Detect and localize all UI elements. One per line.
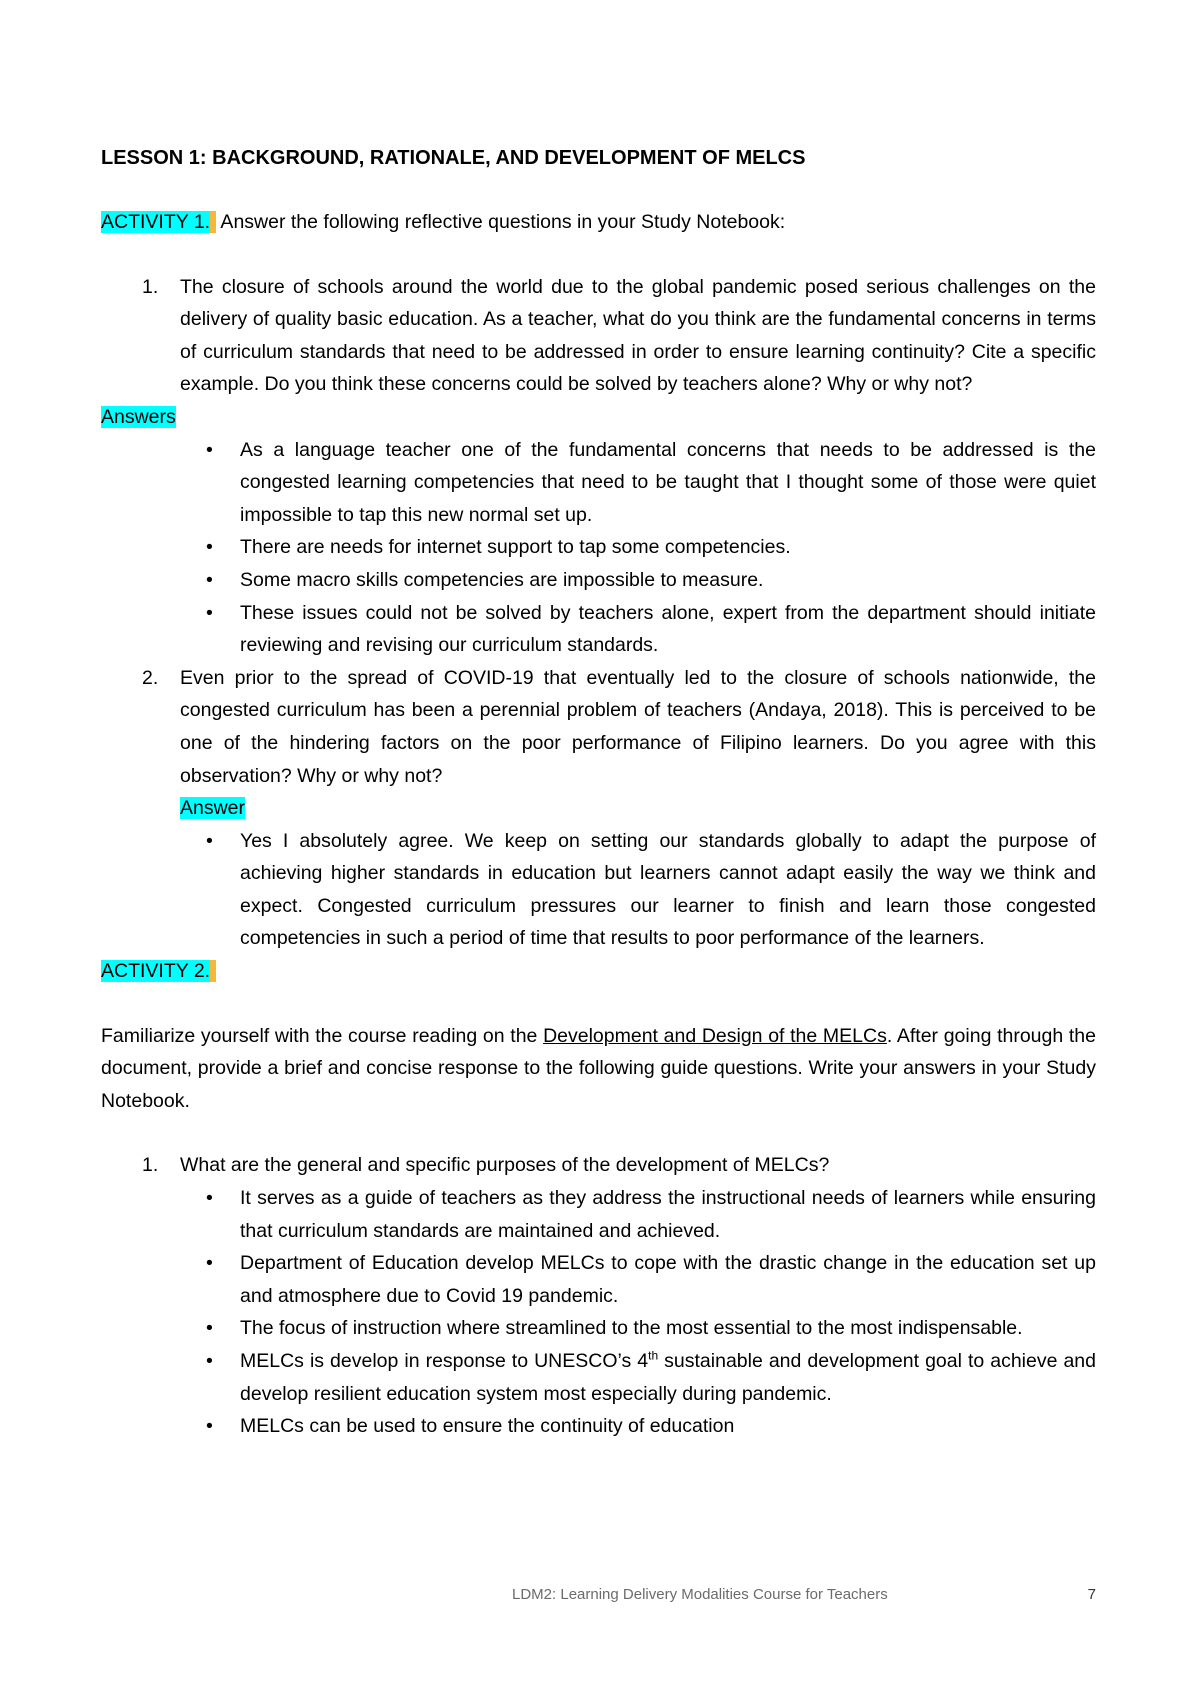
list-number: 2. bbox=[142, 666, 159, 689]
answer-item: • MELCs can be used to ensure the continuity of education bbox=[101, 1410, 1096, 1443]
answer-item: • MELCs is develop in response to UNESCO’s 4th sustainable and development goal to achieve and develop resilient education system most especially during pandemic. bbox=[101, 1345, 1096, 1410]
activity1-q2-answers bbox=[101, 825, 1096, 955]
answer-item: • As a language teacher one of the fundamental concerns that needs to be addressed is the congested learning competencies that need to be taught that I thought some of those were quiet impossible to tap this new normal set up. bbox=[101, 434, 1096, 532]
answers-label-row bbox=[101, 401, 1096, 434]
answer-item: • Yes I absolutely agree. We keep on setting our standards globally to adapt the purpose of achieving higher standards in education but learners cannot adapt easily the way we think and expect. Congested curriculum pressures our learner to finish and learn those congested competencies in such a period of time that results to poor performance of the learners. bbox=[101, 825, 1096, 955]
activity2-intro: Familiarize yourself with the course reading on the Development and Design of the MELCs. After going through the document, provide a brief and concise response to the following guide questions. Write your answers in your Study Notebook. bbox=[101, 1024, 1096, 1112]
bullet-icon: • bbox=[206, 1187, 213, 1210]
answer-item: • These issues could not be solved by teachers alone, expert from the department should initiate reviewing and revising our curriculum standards. bbox=[101, 597, 1096, 662]
activity1-question-1 bbox=[101, 271, 1096, 401]
activity1-label: ACTIVITY 1. bbox=[101, 211, 216, 233]
bullet-icon: • bbox=[206, 438, 213, 461]
course-reading-link[interactable]: Development and Design of the MELCs bbox=[543, 1024, 887, 1047]
answer-item: • Some macro skills competencies are impossible to measure. bbox=[101, 564, 1096, 597]
bullet-icon: • bbox=[206, 1317, 213, 1340]
page-number: 7 bbox=[1087, 1586, 1096, 1603]
bullet-icon: • bbox=[206, 1415, 213, 1438]
activity1-q1-answers bbox=[101, 434, 1096, 662]
list-number: 1. bbox=[142, 275, 159, 298]
bullet-icon: • bbox=[206, 568, 213, 591]
bullet-icon: • bbox=[206, 601, 213, 624]
answer-label-row bbox=[180, 792, 1096, 825]
bullet-icon: • bbox=[206, 536, 213, 559]
activity2-label: ACTIVITY 2. bbox=[101, 960, 216, 982]
activity1-questions bbox=[101, 271, 1096, 401]
question-text: What are the general and specific purposes of the development of MELCs? bbox=[180, 1154, 830, 1177]
question-text: Even prior to the spread of COVID-19 that eventually led to the closure of schools nationwide, the congested curriculum has been a perennial problem of teachers (Andaya, 2018). This is perceived to be one of the hindering factors on the poor performance of Filipino learners. Do you agree with this observation? Why or why not? bbox=[180, 666, 1096, 787]
activity2-q1-answers bbox=[101, 1182, 1096, 1443]
activity1-instruction: ACTIVITY 1. Answer the following reflective questions in your Study Notebook: bbox=[101, 211, 786, 233]
bullet-icon: • bbox=[206, 1252, 213, 1275]
lesson-title: LESSON 1: BACKGROUND, RATIONALE, AND DEVELOPMENT OF MELCS bbox=[101, 147, 806, 169]
bullet-icon: • bbox=[206, 1350, 213, 1372]
question-text: The closure of schools around the world due to the global pandemic posed serious challenges on the delivery of quality basic education. As a teacher, what do you think are the fundamental concerns in terms of curriculum standards that need to be addressed in order to ensure learning continuity? Cite a specific example. Do you think these concerns could be solved by teachers alone? Why or why not? bbox=[180, 275, 1096, 396]
list-number: 1. bbox=[142, 1154, 159, 1177]
activity2-question-1 bbox=[101, 1149, 1096, 1182]
answer-item: • The focus of instruction where streamlined to the most essential to the most indispensable. bbox=[101, 1312, 1096, 1345]
activity1-questions-2 bbox=[101, 662, 1096, 825]
activity2-label-row bbox=[101, 955, 1096, 988]
activity1-question-2 bbox=[101, 662, 1096, 825]
answer-item: • There are needs for internet support to tap some competencies. bbox=[101, 531, 1096, 564]
answers-label: Answers bbox=[101, 405, 176, 428]
footer-course-title: LDM2: Learning Delivery Modalities Course for Teachers bbox=[512, 1586, 888, 1603]
answer-item: • It serves as a guide of teachers as they address the instructional needs of learners while ensuring that curriculum standards are maintained and achieved. bbox=[101, 1182, 1096, 1247]
answer-item: • Department of Education develop MELCs to cope with the drastic change in the education set up and atmosphere due to Covid 19 pandemic. bbox=[101, 1247, 1096, 1312]
activity2-questions bbox=[101, 1149, 1096, 1182]
answer-label: Answer bbox=[180, 797, 246, 820]
page-content bbox=[101, 142, 1096, 1443]
bullet-icon: • bbox=[206, 829, 213, 852]
